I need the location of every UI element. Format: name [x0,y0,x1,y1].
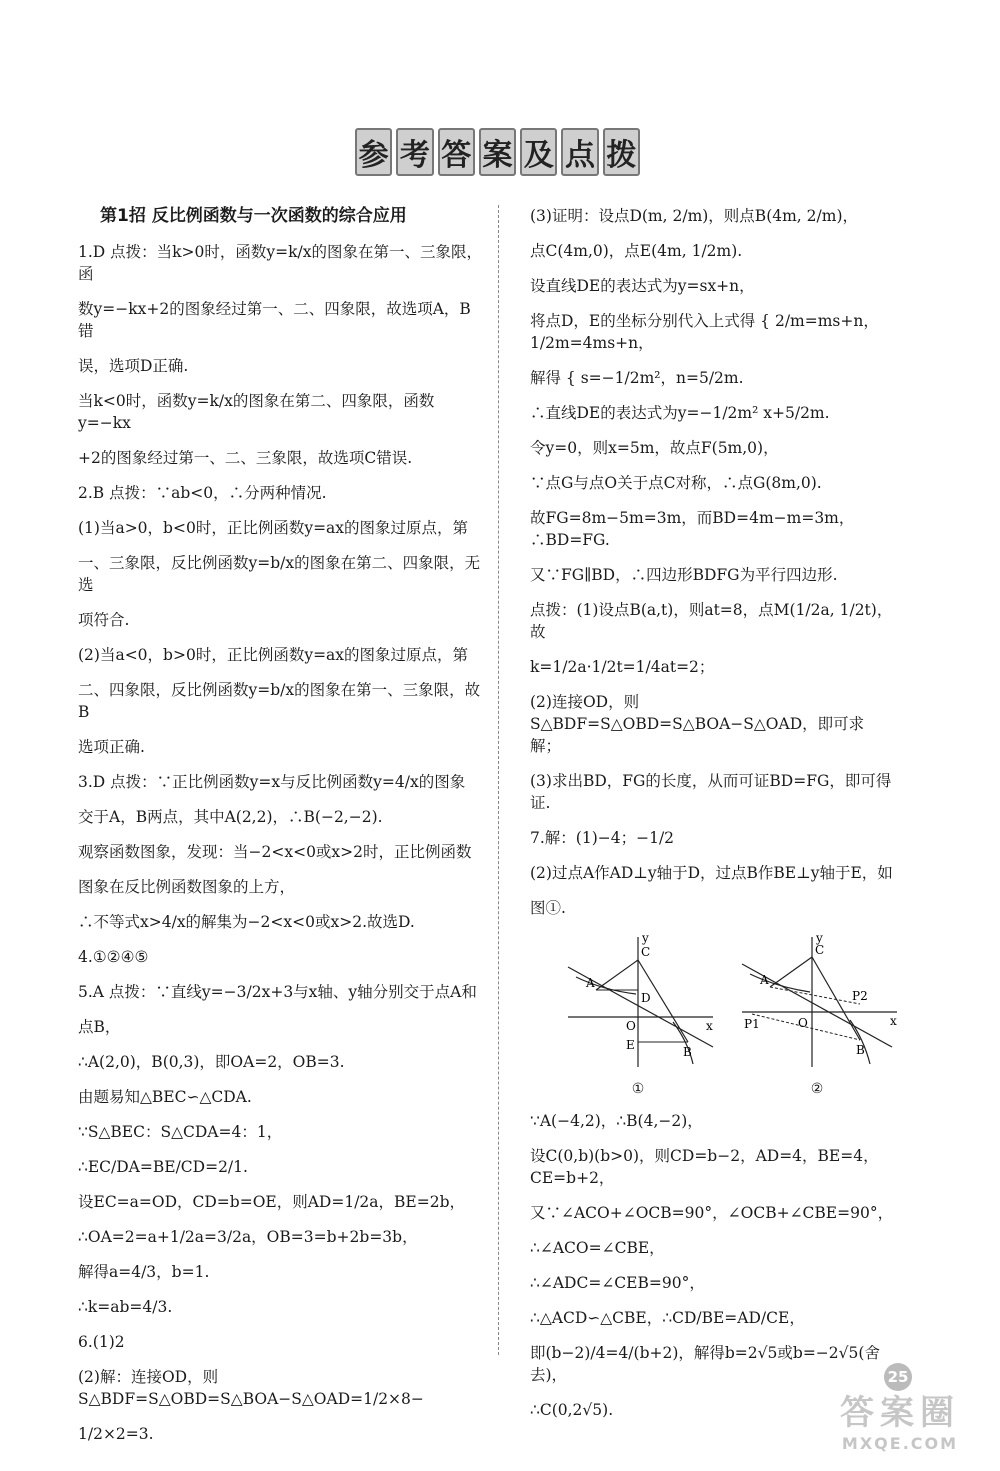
answer-line: 误，选项D正确. [78,357,189,375]
answer-line: 图象在反比例函数图象的上方， [78,878,296,896]
line-ac [596,960,638,990]
dashed-ap2 [770,987,860,1004]
answer-line: 由题易知△BEC∽△CDA. [78,1088,252,1106]
right-answer-lines-top [530,205,895,919]
answer-line: 令y=0，则x=5m，故点F(5m,0)， [530,439,779,457]
figure-label: ② [810,1081,824,1097]
answer-line: 2.B 点拨：∵ab<0，∴分两种情况. [78,484,327,502]
watermark-url: MXQE.COM [841,1434,959,1453]
answer-line: ∴k=ab=4/3. [78,1298,173,1316]
point-label: O [798,1016,808,1030]
answer-line: 项符合. [78,611,130,629]
point-label: A [760,973,769,987]
banner-char: 案 [479,128,516,176]
point-label: E [626,1038,635,1052]
answer-line: 即(b−2)/4=4/(b+2)，解得b=2√5或b=−2√5(舍去)， [530,1344,880,1384]
figure-2 [732,932,902,1100]
answer-line: 点B， [78,1018,121,1036]
answer-line: ∴直线DE的表达式为y=−1/2m² x+5/2m. [530,404,830,422]
point-label: A [586,976,595,990]
answer-line: 解得 { s=−1/2m²，n=5/2m. [530,369,744,387]
answer-line: ∴A(2,0)，B(0,3)，即OA=2，OB=3. [78,1053,345,1071]
answer-line: 点C(4m,0)，点E(4m, 1/2m). [530,242,743,260]
answer-line: ∴∠ADC=∠CEB=90°， [530,1274,705,1292]
answer-line: 5.A 点拨：∵直线y=−3/2x+3与x轴、y轴分别交于点A和 [78,983,477,1001]
left-column [78,205,483,1458]
banner-char: 答 [438,128,475,176]
column-divider [498,205,499,1355]
answer-line: 点拨：(1)设点B(a,t)，则at=8，点M(1/2a, 1/2t)，故 [530,601,893,641]
answer-line: ∵S△BEC：S△CDA=4：1， [78,1123,283,1141]
answer-line: ∴OA=2=a+1/2a=3/2a，OB=3=b+2b=3b， [78,1228,418,1246]
answer-line: 设C(0,b)(b>0)，则CD=b−2，AD=4，BE=4，CE=b+2， [530,1147,879,1187]
answer-line: 观察函数图象，发现：当−2<x<0或x>2时，正比例函数 [78,843,472,861]
right-column [530,205,895,1434]
answer-line: (3)证明：设点D(m, 2/m)，则点B(4m, 2/m)， [530,207,858,225]
axis-label: x [706,1019,713,1033]
answer-line: (2)连接OD，则S△BDF=S△OBD=S△BOA−S△OAD，即可求解； [530,693,865,755]
answer-line: 设EC=a=OD，CD=b=OE，则AD=1/2a，BE=2b， [78,1193,466,1211]
axis-label: y [642,932,649,945]
answer-line: +2的图象经过第一、二、三象限，故选项C错误. [78,449,413,467]
answer-line: ∵点G与点O关于点C对称，∴点G(8m,0). [530,474,822,492]
answer-line: 1.D 点拨：当k>0时，函数y=k/x的图象在第一、三象限，函 [78,243,482,283]
point-label: C [815,943,825,957]
section-title: 第1招 反比例函数与一次函数的综合应用 [100,206,407,226]
point-label: P1 [744,1017,760,1031]
answer-key-banner [355,128,640,178]
banner-char: 参 [355,128,392,176]
answer-line: (2)当a<0，b>0时，正比例函数y=ax的图象过原点，第 [78,646,469,664]
answer-line: 二、四象限，反比例函数y=b/x的图象在第一、三象限，故B [78,681,481,721]
answer-line: ∵A(−4,2)，∴B(4,−2)， [530,1112,703,1130]
point-label: B [683,1045,692,1059]
hyperbola-branch-1 [576,977,636,994]
figure-2-graph [732,932,902,1072]
answer-line: 又∵FG∥BD，∴四边形BDFG为平行四边形. [530,566,838,584]
answer-line: 又∵∠ACO+∠OCB=90°，∠OCB+∠CBE=90°， [530,1204,894,1222]
banner-char: 点 [561,128,598,176]
figure-1-graph [558,932,718,1072]
answer-line: 将点D，E的坐标分别代入上式得 { 2/m=ms+n，1/2m=4ms+n， [530,312,879,352]
answer-line: 图①. [530,899,566,917]
answer-line: 1/2×2=3. [78,1425,154,1443]
figure-label: ① [631,1081,645,1097]
answer-line: (1)当a>0，b<0时，正比例函数y=ax的图象过原点，第 [78,519,469,537]
point-label: P2 [852,989,868,1003]
axis-label: y [816,932,823,945]
answer-line: (3)求出BD，FG的长度，从而可证BD=FG，即可得证. [530,772,892,812]
answer-line: 当k<0时，函数y=k/x的图象在第二、四象限，函数y=−kx [78,392,435,432]
hyperbola-branch-2 [850,1020,870,1064]
answer-line: 交于A，B两点，其中A(2,2)，∴B(−2,−2). [78,808,383,826]
answer-line: ∴∠ACO=∠CBE， [530,1239,665,1257]
point-label: O [626,1019,636,1033]
answer-line: (2)过点A作AD⊥y轴于D，过点B作BE⊥y轴于E，如 [530,864,893,882]
answer-line: 选项正确. [78,738,145,756]
answer-line: 故FG=8m−5m=3m，而BD=4m−m=3m，∴BD=FG. [530,509,855,549]
answer-line: 4.①②④⑤ [78,948,149,966]
answer-line: (2)解：连接OD，则S△BDF=S△OBD=S△BOA−S△OAD=1/2×8− [78,1368,424,1408]
answer-line: 3.D 点拨：∵正比例函数y=x与反比例函数y=4/x的图象 [78,773,466,791]
answer-line: ∴EC/DA=BE/CD=2/1. [78,1158,248,1176]
figure-1 [558,932,718,1100]
right-answer-lines-bottom [530,1110,895,1421]
banner-char: 考 [396,128,433,176]
answer-line: k=1/2a·1/2t=1/4at=2； [530,658,715,676]
axis-label: x [890,1014,897,1028]
banner-char: 拨 [603,128,640,176]
watermark-logo-text: 答案圈 [840,1393,960,1433]
point-label: C [641,945,651,959]
figure-row [558,932,895,1100]
line-ac [770,957,812,987]
watermark [815,1385,985,1453]
answer-line: 数y=−kx+2的图象经过第一、二、四象限，故选项A，B错 [78,300,471,340]
answer-line: 解得a=4/3，b=1. [78,1263,210,1281]
answer-line: 设直线DE的表达式为y=sx+n， [530,277,755,295]
page-number: 25 [884,1363,912,1391]
answer-line: ∴△ACD∽△CBE，∴CD/BE=AD/CE， [530,1309,805,1327]
answer-line: ∴C(0,2√5). [530,1401,614,1419]
banner-char: 及 [520,128,557,176]
answer-line: 6.(1)2 [78,1333,125,1351]
left-answer-lines [78,241,483,1445]
answer-line: ∴不等式x>4/x的解集为−2<x<0或x>2.故选D. [78,913,415,931]
answer-line: 一、三象限，反比例函数y=b/x的图象在第二、四象限，无选 [78,554,481,594]
point-label: B [856,1043,865,1057]
point-label: D [641,991,651,1005]
answer-line: 7.解：(1)−4；−1/2 [530,829,675,847]
